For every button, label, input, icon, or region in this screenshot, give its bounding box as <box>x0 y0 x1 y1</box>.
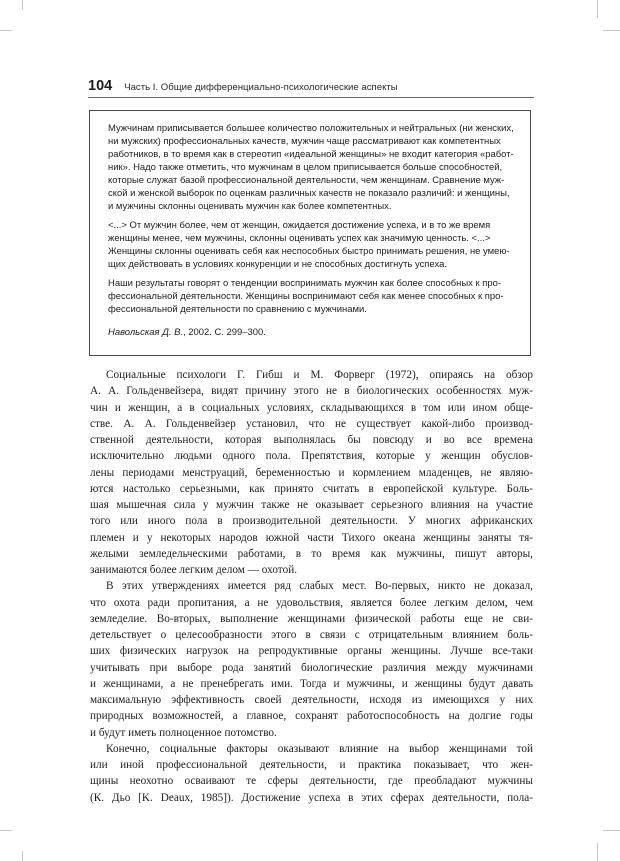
crop-mark <box>597 843 598 861</box>
quote-citation <box>108 326 520 339</box>
quote-line: Наши результаты говорят о тенденции воспринимать мужчин как более способных к про- <box>108 278 501 289</box>
body-line: стве. А. А. Гольденвейзер установил, что не существует какой-либо производ- <box>90 417 533 430</box>
crop-mark <box>22 851 23 861</box>
quote-line: <...> От мужчин более, чем от женщин, ожидается достижение успеха, и в то же время <box>108 220 491 231</box>
body-line: (К. Дьо [K. Deaux, 1985]). Достижение успеха в этих сферах деятельности, пола- <box>90 791 533 804</box>
page-header <box>88 78 534 94</box>
body-line: племен и у некоторых народов южной части Тихого океана женщины заняты тя- <box>90 531 533 544</box>
body-line: детельствует о целесообразности этого в связи с отрицательным влиянием боль- <box>90 629 533 641</box>
body-text <box>90 367 533 806</box>
quote-line: ской и женской выборок по оценкам различных качеств не показало различий: и женщины, <box>108 188 510 199</box>
body-line: Социальные психологи Г. Гибш и М. Форверг (1972), опираясь на обзор <box>106 369 533 381</box>
quote-line: фессиональной деятельности по сравнению с мужчинами. <box>108 304 367 315</box>
crop-mark <box>22 0 23 10</box>
quote-line: Мужчинам приписывается большее количество положительных и нейтральных (ни женских, <box>108 123 514 134</box>
body-line: исключительно людьми одного пола. Препятствия, которые у женщин обуслов- <box>90 450 533 463</box>
crop-mark <box>603 30 620 31</box>
body-line: максимальную эффективность своей деятельности, исходя из имеющихся у них <box>90 694 533 706</box>
body-line: учитывать при выборе рода занятий биологические различия между мужчинами <box>90 661 533 674</box>
running-head: Часть I. Общие дифференциально-психологические аспекты <box>124 82 398 93</box>
header-rule <box>88 97 534 98</box>
quote-box <box>89 110 531 356</box>
crop-mark <box>603 830 620 831</box>
body-line: желыми земледельческими работами, в то время как мужчины, пишут авторы, <box>90 547 533 560</box>
citation-author: Навольская Д. В. <box>108 327 184 338</box>
body-line: и женщинами, а не пренебрегать ими. Тогда и мужчины, и женщины будут давать <box>90 677 533 690</box>
crop-mark <box>0 830 12 831</box>
body-line: и будут иметь полноценное потомство. <box>90 726 277 739</box>
citation-source: , 2002. С. 299–300. <box>183 327 266 338</box>
quote-line: щих действовать в условиях конкуренции и не способных достигнуть успеха. <box>108 259 447 270</box>
body-line: щины неохотно осваивают те сферы деятельности, где преобладают мужчины <box>90 775 533 788</box>
body-line: ственной деятельности, которая выполнялась бы повсюду и во все времена <box>90 434 533 446</box>
quote-line: женщины менее, чем мужчины, склонны оценивать успех как значимую ценность. <...> <box>108 233 491 244</box>
body-line: земледелие. Во-вторых, выполнение женщинами физической работы еще не сви- <box>90 612 533 625</box>
body-line: В этих утверждениях имеется ряд слабых мест. Во-первых, никто не доказал, <box>106 580 533 593</box>
quote-paragraph-3 <box>108 277 520 316</box>
body-line: занимаются более легким делом — охотой. <box>90 564 298 576</box>
body-line: ших физических нагрузок на репродуктивные органы женщины. Лучше все-таки <box>90 645 533 658</box>
quote-line: работников, в то время как в стереотип «идеальной женщины» не входит категория «работ- <box>108 149 514 160</box>
quote-paragraph-1 <box>108 122 520 213</box>
body-line: или иной профессиональной деятельности, и практика показывает, что жен- <box>90 759 533 771</box>
quote-paragraph-2 <box>108 219 520 271</box>
body-line: ются настолько серьезными, как принято считать в европейской культуре. Боль- <box>90 482 533 495</box>
body-line: А. А. Гольденвейзера, видят причину этого не в биологических особенностях муж- <box>90 385 533 398</box>
crop-mark <box>0 30 12 31</box>
body-line: Конечно, социальные факторы оказывают влияние на выбор женщинами той <box>106 742 533 755</box>
crop-mark <box>597 0 598 18</box>
quote-line: и мужчины склонны оценивать мужчин как более компетентных. <box>108 201 392 212</box>
quote-line: фессиональной деятельности. Женщины воспринимают себя как менее способных к про- <box>108 291 504 302</box>
body-line: лены периодами менструаций, беременностью и кормлением младенцев, не являю- <box>90 466 533 479</box>
body-line: того или иного пола в производительной деятельности. У многих африканских <box>90 515 533 528</box>
quote-line: Женщины склонны оценивать себя как неспособных быстро принимать решения, не умею- <box>108 246 510 257</box>
quote-line: которые служат базой профессиональной деятельности, чем женщинам. Сравнение муж- <box>108 175 505 186</box>
body-line: чин и женщин, а в социальных условиях, складывающихся в том или ином обще- <box>90 401 533 414</box>
page-number: 104 <box>88 78 113 94</box>
quote-line: ни мужских) профессиональных качеств, мужчин чаще рассматривают как компетентных <box>108 136 501 147</box>
quote-line: ник». Надо также отметить, что мужчинам в целом приписывается больше способностей, <box>108 162 503 173</box>
body-line: что охота ради пропитания, а не удовольствия, является более легким делом, чем <box>90 596 533 609</box>
body-line: природных возможностей, а главное, сохранят работоспособность на долгие годы <box>90 710 533 723</box>
body-line: шая мышечная сила у мужчин также не оказывает серьезного влияния на участие <box>90 499 533 511</box>
